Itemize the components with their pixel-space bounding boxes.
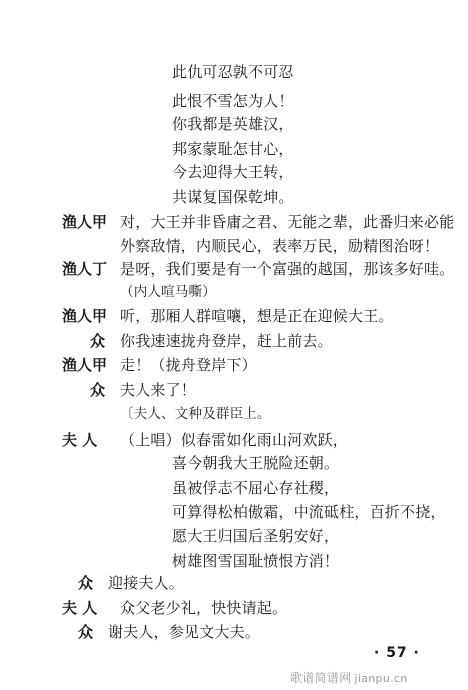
verse-line-1: 此仇可忍孰不可忍 bbox=[172, 63, 294, 81]
speaker-label: 渔人甲 bbox=[62, 307, 108, 325]
speaker-label: 渔人甲 bbox=[62, 213, 108, 231]
dialogue-line: 听，那厢人群喧嚷，想是正在迎候大王。 bbox=[120, 307, 394, 325]
verse-line: 喜今朝我大王脱险还朝。 bbox=[172, 454, 340, 472]
watermark-text: 歌谱简谱网 bbox=[290, 671, 352, 685]
dialogue-line: 夫人来了！ bbox=[120, 381, 197, 399]
dialogue-line: （上唱）似春雷如化雨山河欢跃， bbox=[120, 431, 349, 449]
stage-direction: 〔夫人、文种及群臣上。 bbox=[120, 406, 271, 422]
speaker-label: 众 bbox=[90, 332, 106, 350]
watermark-url: jianpu.cn bbox=[354, 672, 408, 685]
stage-direction: （内人喧马嘶） bbox=[120, 284, 216, 300]
verse-line-2: 此恨不雪怎为人！ bbox=[172, 92, 294, 110]
verse-line: 树雄图雪国耻愤恨方消！ bbox=[172, 552, 340, 570]
speaker-label: 众 bbox=[90, 381, 106, 399]
dialogue-line: 对，大王并非昏庸之君、无能之辈，此番归来必能 bbox=[120, 213, 455, 231]
dialogue-line: 众父老少礼，快快请起。 bbox=[120, 599, 288, 617]
speaker-label: 渔人丁 bbox=[62, 260, 108, 278]
page-number: · 57 · bbox=[374, 645, 420, 661]
watermark bbox=[290, 669, 408, 686]
dialogue-line: 迎接夫人。 bbox=[108, 574, 185, 592]
verse-line: 可算得松柏傲霜，中流砥柱，百折不挠， bbox=[172, 503, 446, 521]
verse-line-4: 邦家蒙耻怎甘心， bbox=[172, 140, 294, 158]
dialogue-line: 你我速速拢舟登岸，赶上前去。 bbox=[120, 332, 333, 350]
verse-line-5: 今去迎得大王转， bbox=[172, 163, 294, 181]
speaker-label: 夫 人 bbox=[62, 431, 98, 449]
speaker-label: 渔人甲 bbox=[62, 356, 108, 374]
dialogue-line: 走！（拢舟登岸下） bbox=[120, 356, 257, 374]
dialogue-continuation: 外察敌情，内顺民心，表率万民，励精图治呀！ bbox=[120, 237, 440, 255]
verse-line-3: 你我都是英雄汉， bbox=[172, 115, 294, 133]
verse-line: 愿大王归国后圣躬安好， bbox=[172, 527, 340, 545]
speaker-label: 众 bbox=[78, 623, 94, 641]
speaker-label: 夫 人 bbox=[62, 599, 98, 617]
verse-line: 虽被俘志不屈心存社稷， bbox=[172, 479, 340, 497]
verse-line-6: 共谋复国保乾坤。 bbox=[172, 188, 294, 206]
speaker-label: 众 bbox=[78, 574, 94, 592]
dialogue-line: 谢夫人，参见文大夫。 bbox=[108, 623, 261, 641]
dialogue-line: 是呀，我们要是有一个富强的越国，那该多好哇。 bbox=[120, 260, 455, 278]
